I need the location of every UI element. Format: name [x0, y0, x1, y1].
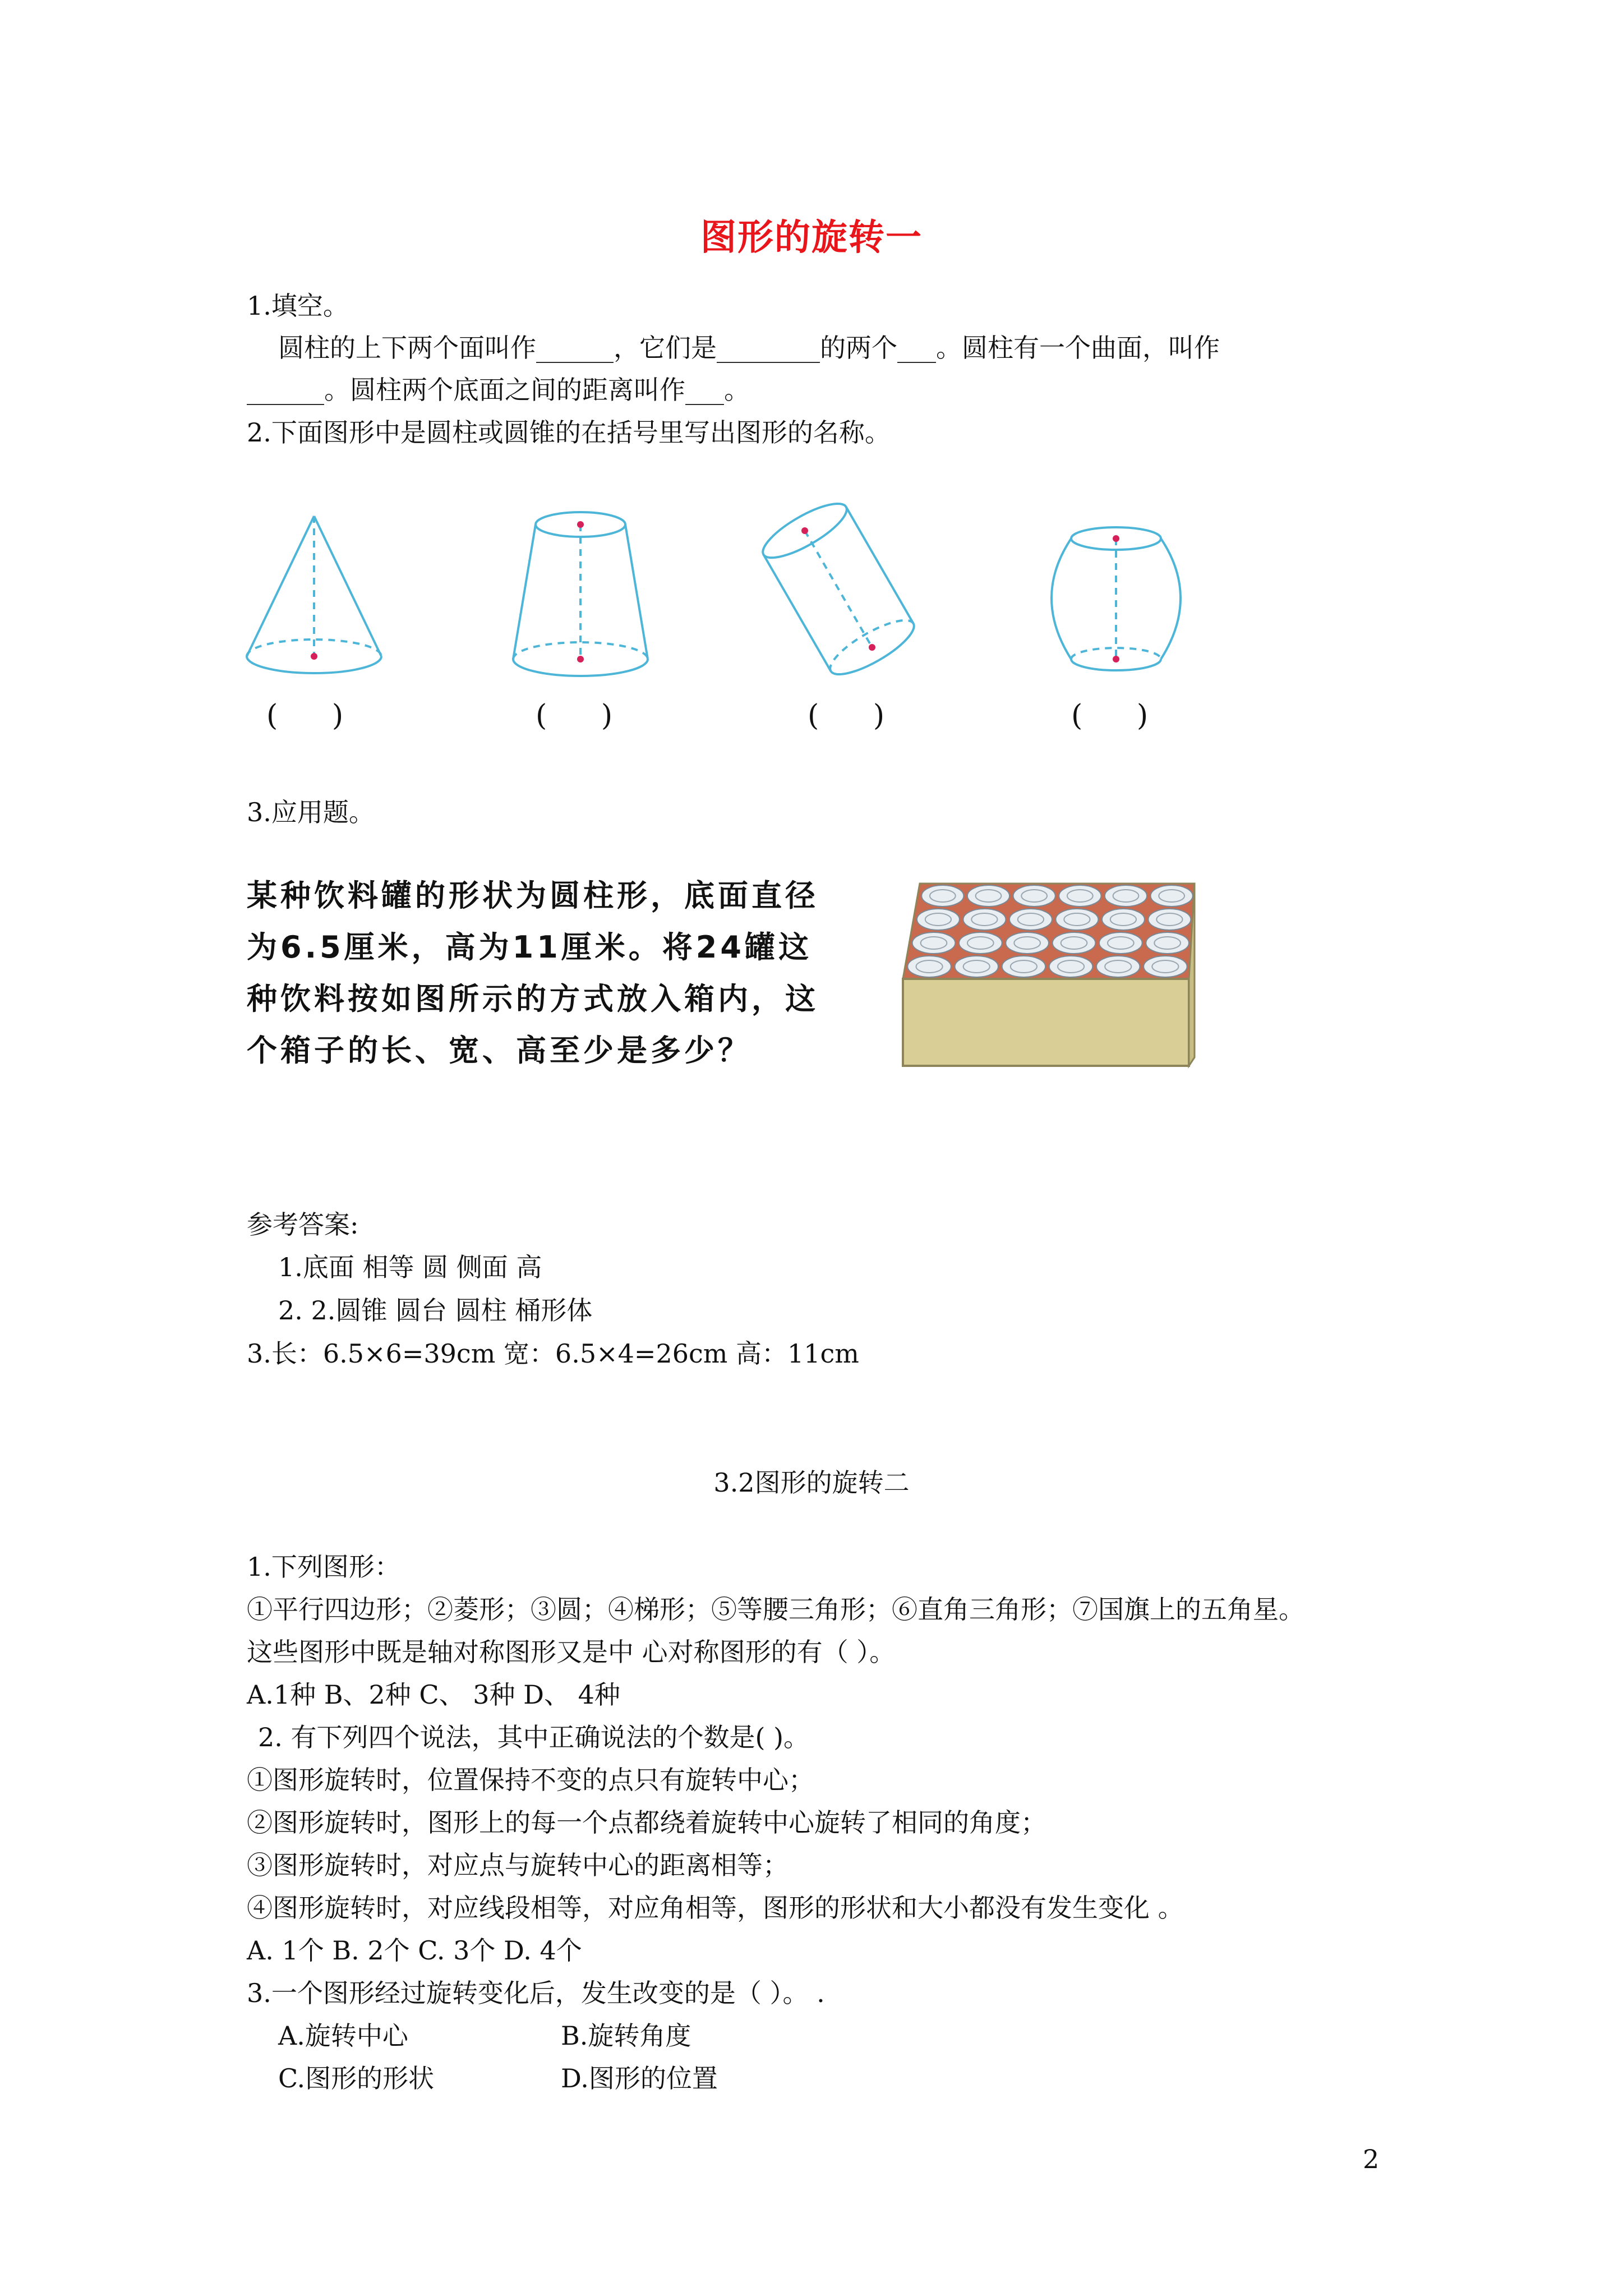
- answer-paren-1: ( ): [266, 699, 366, 733]
- section2-title: 3.2图形的旋转二: [713, 1467, 910, 1498]
- can-top: [921, 885, 963, 907]
- s2-q2-options: A. 1个 B. 2个 C. 3个 D. 4个: [247, 1935, 582, 1966]
- tilted-cylinder-shape: [756, 494, 920, 684]
- section1-title: 图形的旋转一: [700, 217, 923, 259]
- can-top: [917, 909, 960, 930]
- solids-svg: [241, 499, 1195, 724]
- answer-2: 2. 2.圆锥 圆台 圆柱 桶形体: [278, 1295, 593, 1326]
- can-top: [1002, 956, 1045, 977]
- can-top: [912, 932, 956, 954]
- can-top: [1009, 909, 1052, 930]
- can-top: [907, 956, 951, 977]
- can-box-illustration: [897, 878, 1200, 1069]
- answer-paren-3: ( ): [808, 699, 907, 733]
- can-top: [1096, 956, 1140, 977]
- s1-q1-line2: ______。圆柱两个底面之间的距离叫作___。: [247, 375, 750, 405]
- s2-q3-option-b: B.旋转角度: [561, 2021, 691, 2051]
- can-top: [1144, 956, 1187, 977]
- can-top: [1151, 885, 1193, 907]
- can-top: [1148, 909, 1191, 930]
- can-top: [1049, 956, 1092, 977]
- can-top: [1105, 885, 1147, 907]
- app-text-line-4: 个箱子的长、宽、高至少是多少？: [247, 1033, 751, 1068]
- s2-q2-label: 2. 有下列四个说法，其中正确说法的个数是( )。: [258, 1722, 810, 1752]
- answers-label: 参考答案:: [247, 1209, 359, 1240]
- can-top: [955, 956, 998, 977]
- s2-q1-label: 1.下列图形：: [247, 1552, 400, 1582]
- app-text-line-1: 某种饮料罐的形状为圆柱形，底面直径: [247, 878, 819, 913]
- can-top: [967, 885, 1009, 907]
- s1-q1-line1: 圆柱的上下两个面叫作______，它们是________的两个___。圆柱有一个曲面，叫作: [278, 333, 1220, 363]
- can-top: [1006, 932, 1049, 954]
- s2-q2-item-2: ②图形旋转时，图形上的每一个点都绕着旋转中心旋转了相同的角度；: [247, 1807, 1046, 1838]
- solids-figure: [241, 499, 1195, 724]
- can-top: [1059, 885, 1101, 907]
- s2-q3-option-d: D.图形的位置: [561, 2063, 718, 2093]
- s1-q3-label: 3.应用题。: [247, 797, 375, 827]
- answer-paren-2: ( ): [536, 699, 635, 733]
- page-number: 2: [1363, 2144, 1380, 2174]
- frustum-shape: [513, 512, 648, 676]
- can-box-svg: [897, 878, 1200, 1069]
- barrel-shape: [1052, 527, 1181, 670]
- can-top: [1053, 932, 1096, 954]
- app-text-line-2: 为6.5厘米，高为11厘米。将24罐这: [247, 930, 812, 965]
- s2-q1-line1: ①平行四边形；②菱形；③圆；④梯形；⑤等腰三角形；⑥直角三角形；⑦国旗上的五角星。: [247, 1594, 1304, 1625]
- s1-q2-label: 2.下面图形中是圆柱或圆锥的在括号里写出图形的名称。: [247, 417, 891, 448]
- app-text-line-3: 种饮料按如图所示的方式放入箱内，这: [247, 981, 819, 1016]
- s2-q3-label: 3.一个图形经过旋转变化后，发生改变的是（ ）。 .: [247, 1978, 825, 2008]
- answer-paren-4: ( ): [1071, 699, 1171, 733]
- cone-shape: [247, 516, 381, 673]
- s2-q2-item-4: ④图形旋转时，对应线段相等，对应角相等，图形的形状和大小都没有发生变化 。: [247, 1893, 1184, 1923]
- answer-3: 3.长：6.5×6=39cm 宽：6.5×4=26cm 高：11cm: [247, 1338, 859, 1369]
- s2-q3-option-a: A.旋转中心: [278, 2021, 408, 2051]
- can-top: [1146, 932, 1189, 954]
- s2-q1-options: A.1种 B、2种 C、 3种 D、 4种: [247, 1680, 620, 1710]
- can-top: [963, 909, 1006, 930]
- s2-q3-option-c: C.图形的形状: [278, 2063, 435, 2093]
- can-top: [959, 932, 1002, 954]
- can-top: [1055, 909, 1098, 930]
- s2-q2-item-1: ①图形旋转时，位置保持不变的点只有旋转中心；: [247, 1765, 814, 1795]
- can-top: [1102, 909, 1145, 930]
- s1-q1-label: 1.填空。: [247, 291, 349, 321]
- can-top: [1099, 932, 1142, 954]
- s2-q2-item-3: ③图形旋转时，对应点与旋转中心的距离相等；: [247, 1850, 789, 1880]
- s2-q1-line2: 这些图形中既是轴对称图形又是中 心对称图形的有（ ）。: [247, 1637, 896, 1667]
- answer-1: 1.底面 相等 圆 侧面 高: [278, 1252, 542, 1282]
- can-top: [1013, 885, 1055, 907]
